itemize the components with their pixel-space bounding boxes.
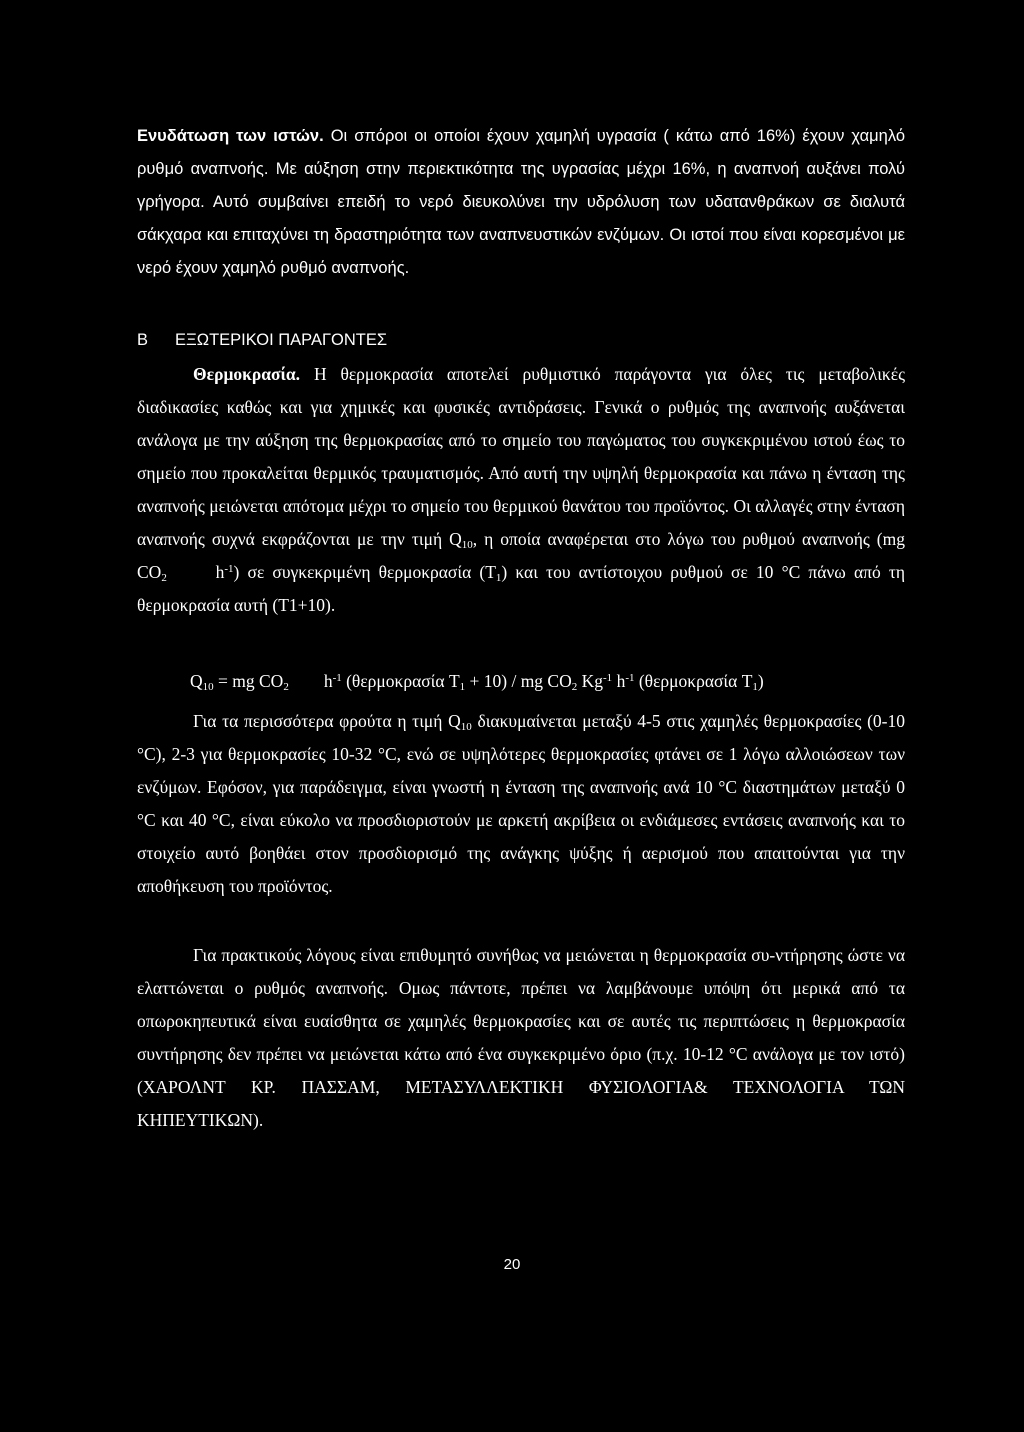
formula-t-sub: 1: [459, 681, 466, 693]
formula-q-sub: 10: [202, 681, 214, 693]
q10-text-1: Για τα περισσότερα φρούτα η τιμή Q: [193, 711, 461, 731]
formula-close: ): [757, 671, 764, 691]
formula-sup-2: -1: [603, 672, 613, 684]
formula-t-sub-2: 1: [752, 681, 758, 693]
temperature-title: Θερμοκρασία.: [193, 364, 301, 384]
q10-values-subscript: 10: [460, 721, 472, 733]
co2-subscript: 2: [161, 572, 167, 584]
formula-end: (θερμοκρασία T: [634, 671, 753, 691]
h-exponent: -1: [224, 563, 234, 575]
section-letter: Β: [137, 331, 149, 349]
practical-text: Για πρακτικούς λόγους είναι επιθυμητό συνήθως να μειώνεται η θερμοκρασία συ-ντήρησης ώστε να ελαττώνεται ο ρυθμός αναπνοής. Ομως πάντοτε, πρέπει να λαμβάνουμε υπόψη ότι μερικά από τα οπωροκηπευτικά είναι ευαίσθητα σε χαμηλές θερμοκρασίες και σε αυτές τις περιπτώσεις η θερμοκρασία συντήρησης δεν πρέπει να μειώνεται κάτω από ένα συγκεκριμένο όριο (π.χ. 10-12 °C ανάλογα με τον ιστό) (ΧΑΡΟΛΝΤ ΚΡ. ΠΑΣΣΑΜ, ΜΕΤΑΣΥΛΛΕΚΤΙΚΗ ΦΥΣΙΟΛΟΓΙΑ& ΤΕΧΝΟΛΟΓΙΑ ΤΩΝ ΚΗΠΕΥΤΙΚΩΝ).: [137, 945, 905, 1130]
paragraph-q10-values: [137, 705, 905, 903]
h-unit: h: [215, 562, 225, 582]
paragraph-practical: [137, 939, 905, 1137]
page-number: 20: [503, 1256, 521, 1273]
formula-sup-3: -1: [625, 672, 635, 684]
formula-mid: (θερμοκρασία T: [341, 671, 460, 691]
q10-subscript: 10: [461, 539, 473, 551]
formula-q: Q: [190, 671, 203, 691]
formula-h: h: [323, 671, 333, 691]
formula-co2-sub-2: 2: [571, 681, 578, 693]
q10-formula: [190, 666, 764, 696]
temperature-text-1: Η θερμοκρασία αποτελεί ρυθμιστικό παράγοντα για όλες τις μεταβολικές διαδικασίες καθώς και για χημικές και φυσικές αντιδράσεις. Γενικά ο ρυθμός της αναπνοής αυξάνεται ανάλογα με την αύξηση της θερμοκρασίας από το σημείο του παγώματος του συγκεκριμένου ιστού έως το σημείο που προκαλείται θερμικός τραυματισμός. Από αυτή την υψηλή θερμοκρασία και πάνω η ένταση της αναπνοής μειώνεται απότομα μέχρι το σημείο του θερμικού θανάτου του προϊόντος. Οι αλλαγές στην ένταση αναπνοής συχνά εκφράζονται με την τιμή Q: [137, 364, 905, 549]
formula-mid-2: + 10) / mg CO: [465, 671, 572, 691]
formula-co2-sub: 2: [283, 681, 289, 693]
formula-eq: = mg CO: [213, 671, 284, 691]
paragraph-hydration: [137, 120, 905, 285]
temperature-text-4: ) και του αντίστοιχου ρυθμού σε 10 °C πάνω από τη θερμοκρασία αυτή (T1+10).: [137, 562, 906, 615]
q10-text-2: διακυμαίνεται μεταξύ 4-5 στις χαμηλές θερμοκρασίες (0-10 °C), 2-3 για θερμοκρασίες 10-32 °C, ενώ σε υψηλότερες θερμοκρασίες φτάνει σε 1 λόγω αλλοιώσεων των ενζύμων. Εφόσον, για παράδειγμα, είναι γνωστή η ένταση της αναπνοής ανά 10 °C διαστημάτων μεταξύ 0 °C και 40 °C, είναι εύκολο να προσδιοριστούν με αρκετή ακρίβεια οι ενδιάμεσες εντάσεις αναπνοής και το στοιχείο αυτό βοηθάει στον προσδιορισμό της ανάγκης ψύξης ή αερισμού που απαιτούνται για την αποθήκευση του προϊόντος.: [137, 711, 905, 896]
temperature-text-2: , η οποία αναφέρεται στο λόγω του ρυθμού αναπνοής (mg CO: [137, 529, 905, 582]
section-title: ΕΞΩΤΕΡΙΚΟΙ ΠΑΡΑΓΟΝΤΕΣ: [175, 331, 388, 349]
formula-sup-1: -1: [332, 672, 342, 684]
t1-subscript: 1: [495, 572, 502, 584]
hydration-text: Οι σπόροι οι οποίοι έχουν χαμηλή υγρασία ( κάτω από 16%) έχουν χαμηλό ρυθμό αναπνοής. Με αύξηση στην περιεκτικότητα της υγρασίας μέχρι 16%, η αναπνοή αυξάνει πολύ γρήγορα. Αυτό συμβαίνει επειδή το νερό διευκολύνει την υδρόλυση των υδατανθράκων σε διαλυτά σάκχαρα και επιταχύνει τη δραστηριότητα των αναπνευστικών ενζύμων. Οι ιστοί που είναι κορεσμένοι με νερό έχουν χαμηλό ρυθμό αναπνοής.: [137, 127, 906, 277]
paragraph-temperature: [137, 358, 905, 622]
section-heading: [137, 326, 387, 354]
temperature-text-3: ) σε συγκεκριμένη θερμοκρασία (T: [233, 562, 496, 582]
formula-h-2: h: [612, 671, 626, 691]
formula-kg: Kg: [577, 671, 604, 691]
hydration-title: Ενυδάτωση των ιστών.: [137, 127, 324, 145]
